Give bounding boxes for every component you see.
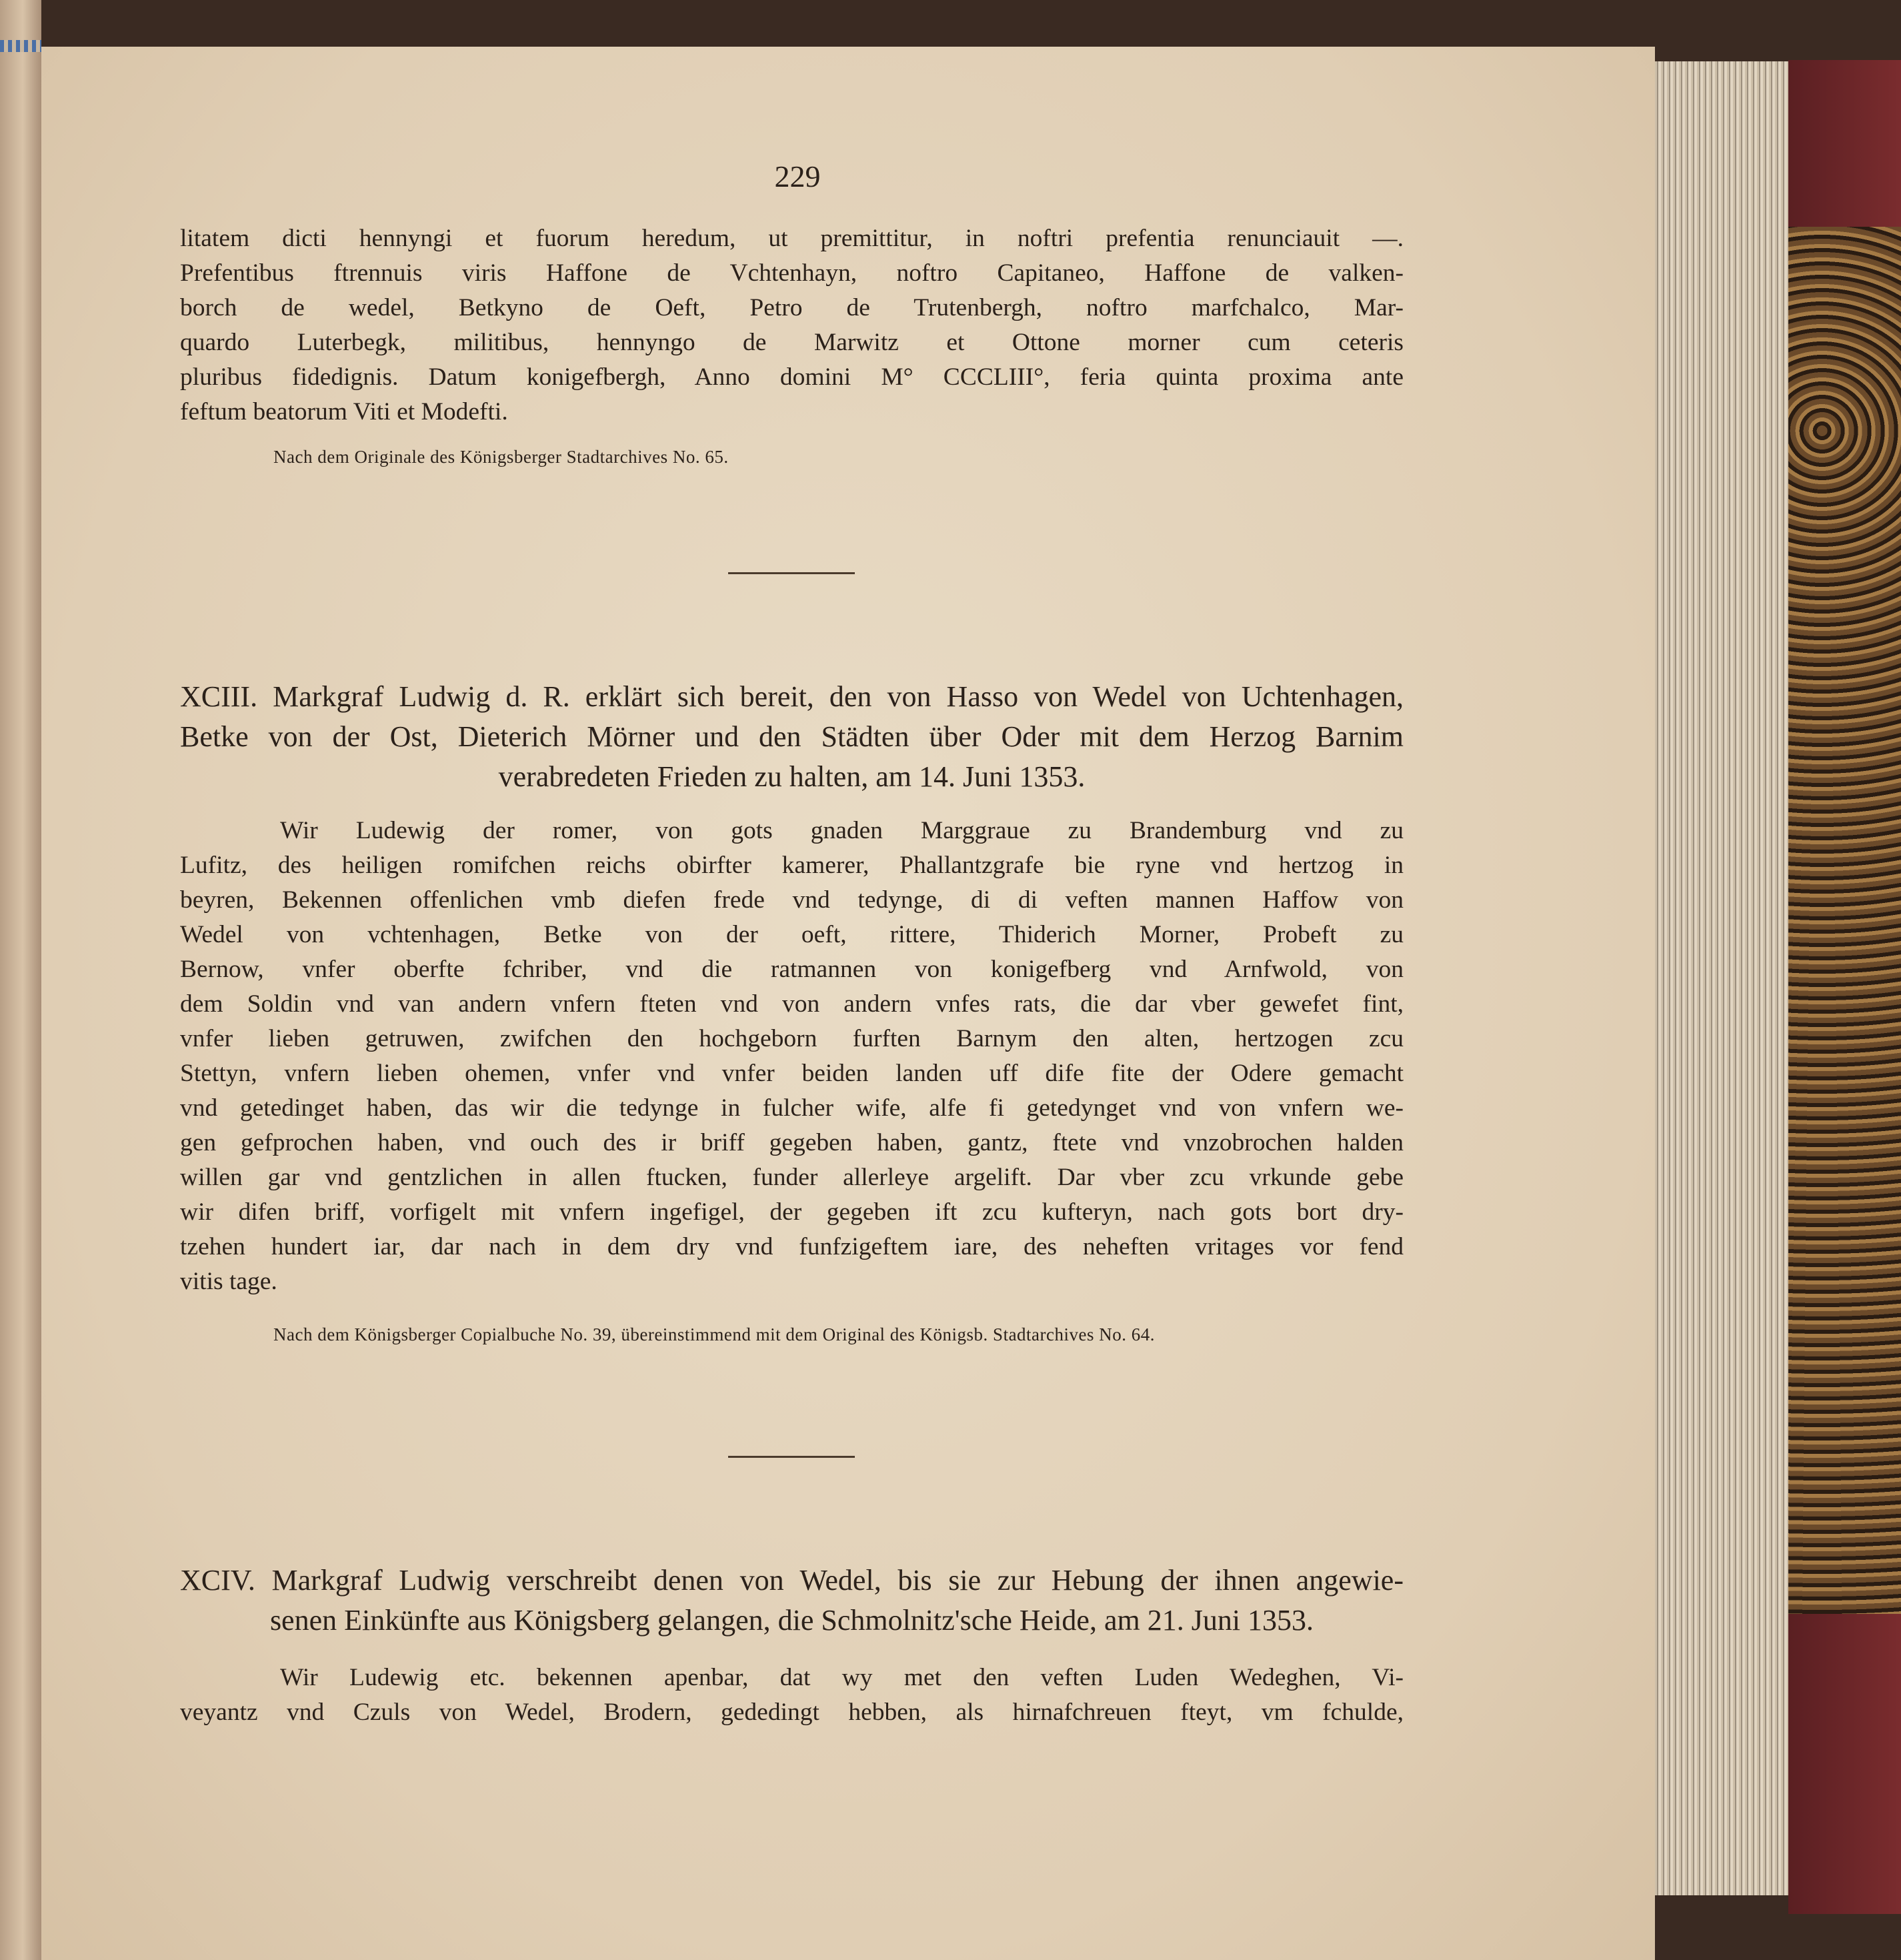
heading-line: verabredeten Frieden zu halten, am 14. Juni 1353. bbox=[498, 760, 1086, 793]
text-line: feftum beatorum Viti et Modefti. bbox=[180, 398, 508, 425]
text-line: beyren, Bekennen offenlichen vmb diefen frede vnd tedynge, di di veften mannen Haffow von bbox=[180, 886, 1404, 914]
doc-94-body bbox=[180, 1661, 1404, 1730]
continuation-paragraph bbox=[180, 221, 1404, 429]
heading-line: XCIV. Markgraf Ludwig verschreibt denen von Wedel, bis sie zur Hebung der ihnen angewie- bbox=[180, 1564, 1404, 1597]
text-line: Bernow, vnfer oberfte fchriber, vnd die ratmannen von konigefberg vnd Arnfwold, von bbox=[180, 956, 1404, 983]
text-line: vnd getedinget haben, das wir die tedynge in fulcher wife, alfe fi getedynget vnd von vnfern we- bbox=[180, 1094, 1404, 1122]
text-line: willen gar vnd gentzlichen in allen ftucken, funder allerleye argelift. Dar vber zcu vrkunde gebe bbox=[180, 1164, 1404, 1191]
text-line: quardo Luterbegk, militibus, hennyngo de Marwitz et Ottone morner cum ceteris bbox=[180, 329, 1404, 356]
heading-line: senen Einkünfte aus Königsberg gelangen, die Schmolnitz'sche Heide, am 21. Juni 1353. bbox=[269, 1604, 1314, 1637]
page-edges-stack bbox=[1655, 61, 1788, 1895]
text-line: litatem dicti hennyngi et fuorum heredum, ut premittitur, in noftri prefentia renunciauit —. bbox=[180, 225, 1404, 252]
text-line: Wir Ludewig etc. bekennen apenbar, dat wy met den veften Luden Wedeghen, Vi- bbox=[280, 1664, 1404, 1691]
doc-93-body bbox=[180, 814, 1404, 1299]
text-line: Wir Ludewig der romer, von gots gnaden Marggraue zu Brandemburg vnd zu bbox=[280, 817, 1404, 844]
cover-leather-bottom bbox=[1788, 1614, 1901, 1914]
text-line: dem Soldin vnd van andern vnfern fteten vnd von andern vnfes rats, die dar vber gewefet fint, bbox=[180, 990, 1404, 1018]
text-line: pluribus fidedignis. Datum konigefbergh, Anno domini M° CCCLIII°, feria quinta proxima ante bbox=[180, 363, 1404, 391]
cover-leather-top bbox=[1788, 60, 1901, 227]
text-line: borch de wedel, Betkyno de Oeft, Petro de Trutenbergh, noftro marfchalco, Mar- bbox=[180, 294, 1404, 321]
section-divider bbox=[728, 572, 855, 574]
doc-94-heading bbox=[180, 1561, 1404, 1641]
source-note-64: Nach dem Königsberger Copialbuche No. 39, übereinstimmend mit dem Original des Königsb. Stadtarchives No. 64. bbox=[273, 1324, 1156, 1344]
text-line: gen gefprochen haben, vnd ouch des ir briff gegeben haben, gantz, ftete vnd vnzobrochen halden bbox=[180, 1129, 1404, 1156]
text-line: Prefentibus ftrennuis viris Haffone de Vchtenhayn, noftro Capitaneo, Haffone de valken- bbox=[180, 259, 1404, 287]
source-note-65: Nach dem Originale des Königsberger Stadtarchives No. 65. bbox=[273, 447, 729, 467]
text-line: Lufitz, des heiligen romifchen reichs obirfter kamerer, Phallantzgrafe bie ryne vnd hertzog in bbox=[180, 852, 1404, 879]
left-page-edge bbox=[0, 0, 41, 1960]
heading-line: Betke von der Ost, Dieterich Mörner und den Städten über Oder mit dem Herzog Barnim bbox=[180, 720, 1404, 753]
text-line: wir difen briff, vorfigelt mit vnfern ingefigel, der gegeben ift zcu kufteryn, nach gots bort dry- bbox=[180, 1198, 1404, 1226]
text-line: vitis tage. bbox=[180, 1268, 277, 1295]
text-line: Stettyn, vnfern lieben ohemen, vnfer vnd vnfer beiden landen uff dife fite der Odere gemacht bbox=[180, 1060, 1404, 1087]
text-line: Wedel von vchtenhagen, Betke von der oeft, rittere, Thiderich Morner, Probeft zu bbox=[180, 921, 1404, 948]
doc-93-heading bbox=[180, 677, 1404, 797]
text-line: vnfer lieben getruwen, zwifchen den hochgeborn furften Barnym den alten, hertzogen zcu bbox=[180, 1025, 1404, 1052]
heading-line: XCIII. Markgraf Ludwig d. R. erklärt sich bereit, den von Hasso von Wedel von Uchtenhagen, bbox=[180, 680, 1404, 713]
text-line: veyantz vnd Czuls von Wedel, Brodern, gededingt hebben, als hirnafchreuen fteyt, vm fchulde, bbox=[180, 1699, 1404, 1726]
text-line: tzehen hundert iar, dar nach in dem dry vnd funfzigeftem iare, des neheften vritages vor fend bbox=[180, 1233, 1404, 1260]
section-divider bbox=[728, 1456, 855, 1458]
page-number: 229 bbox=[774, 159, 821, 193]
